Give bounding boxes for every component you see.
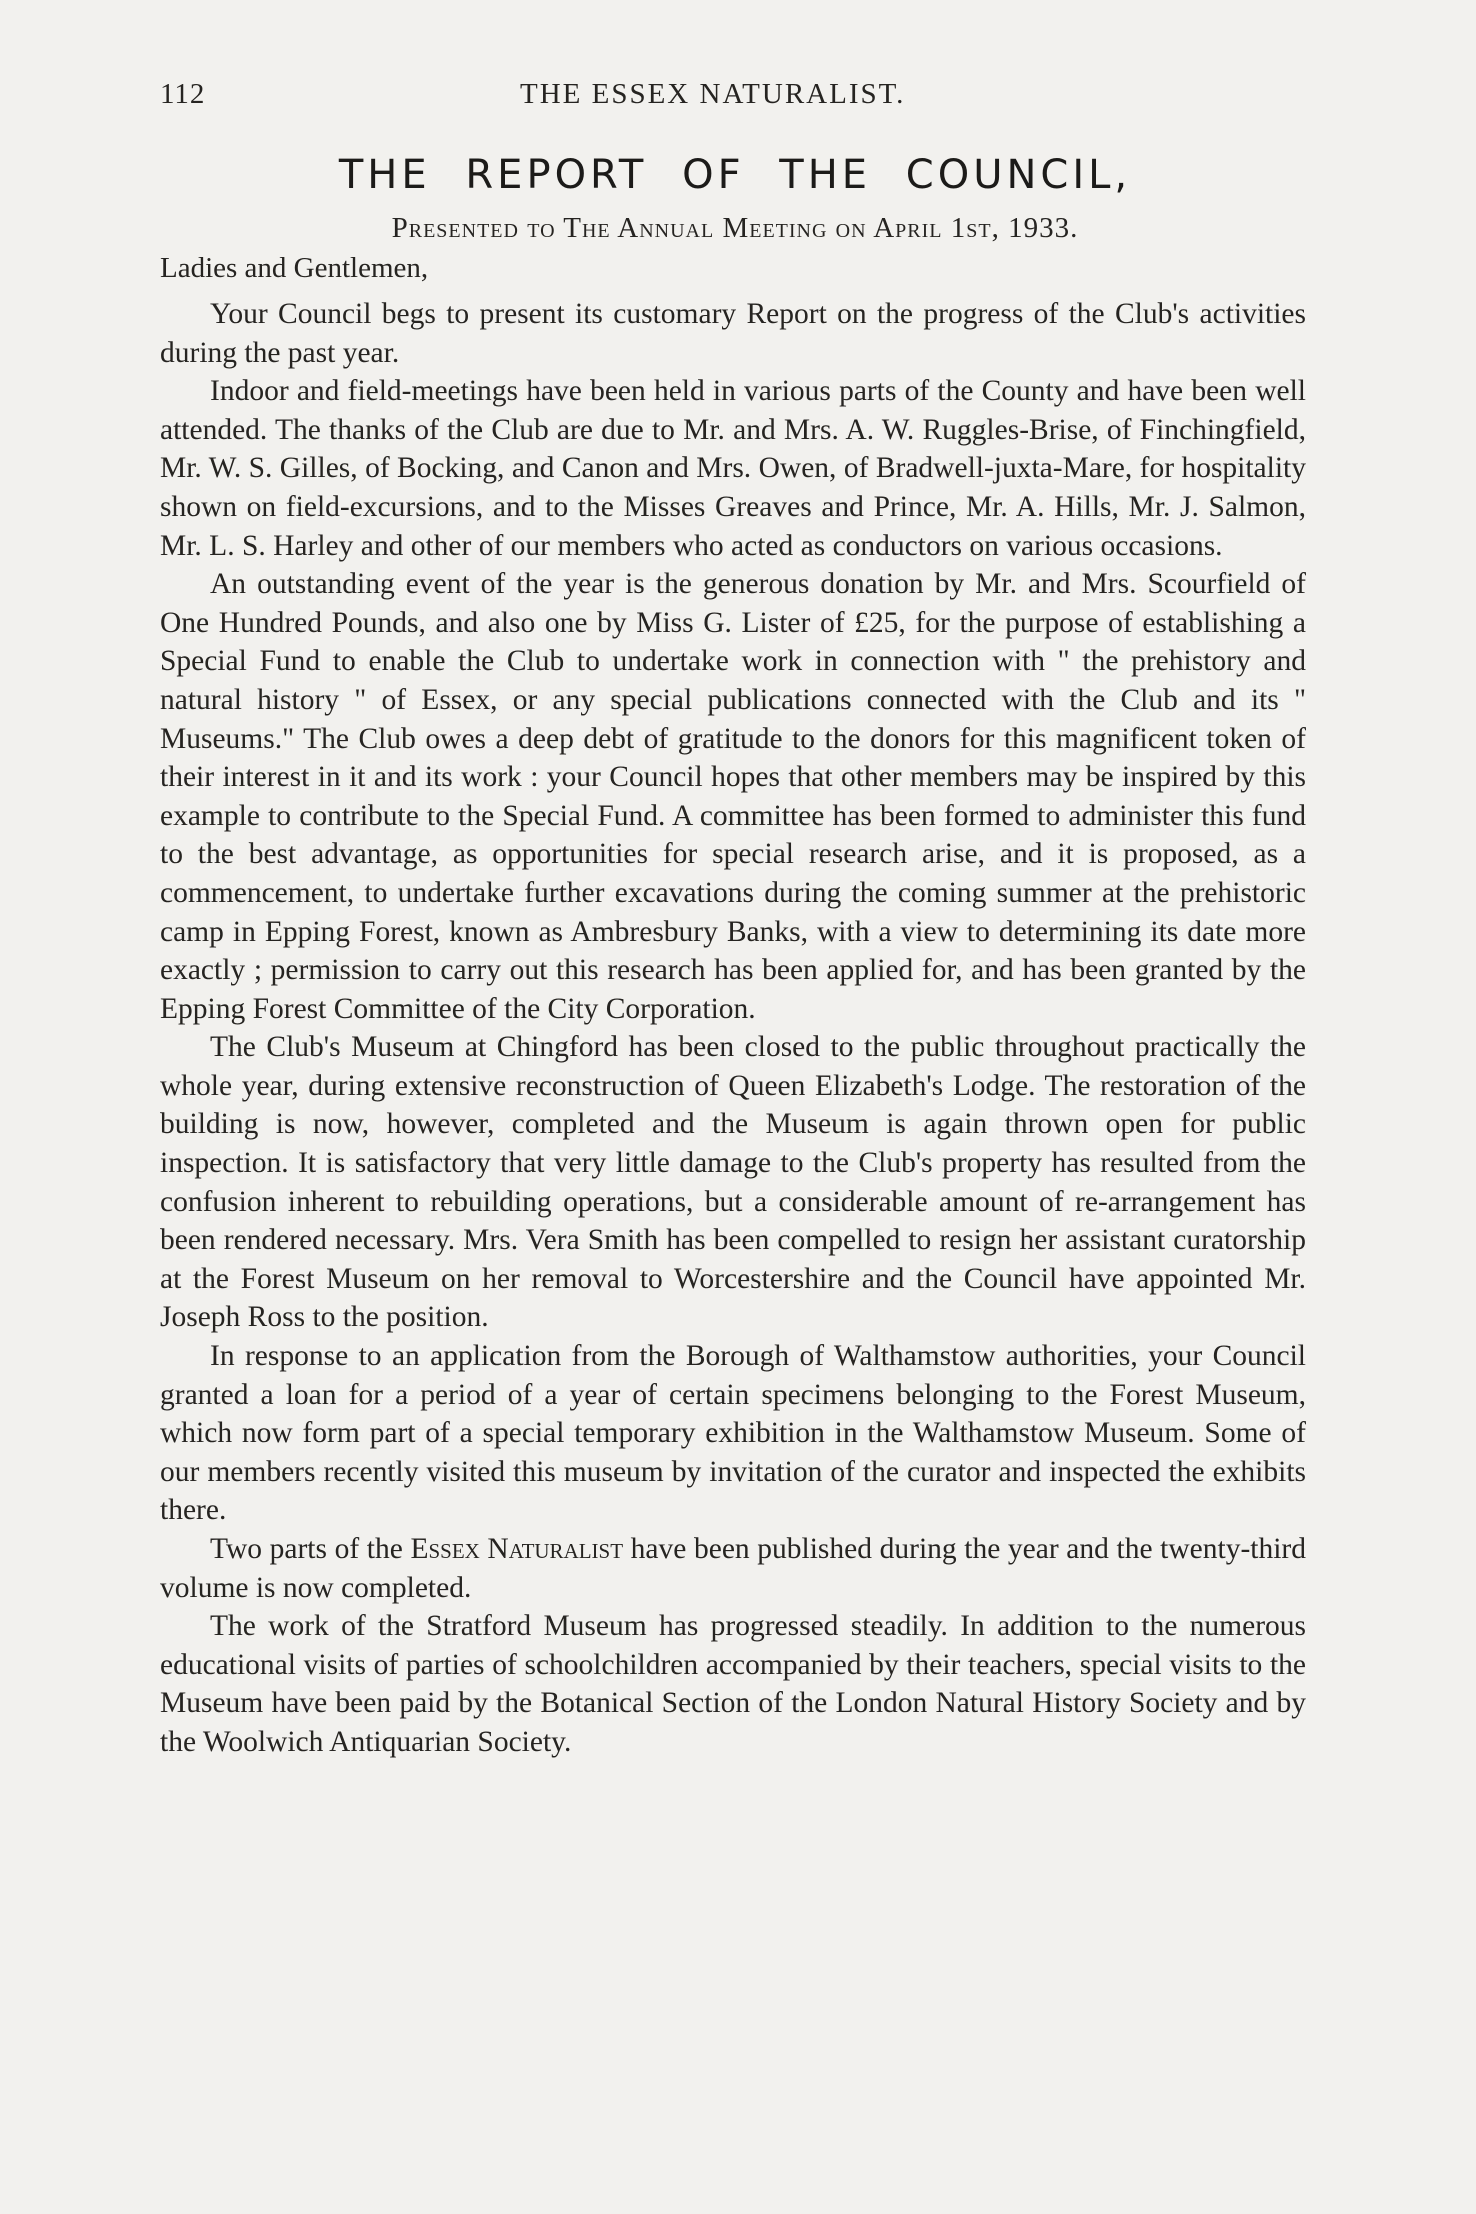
paragraph-stratford-museum: The work of the Stratford Museum has progressed steadily. In addition to the numerous educational visits of parties of schoolchildren accompanied by their teachers, special visits to the Museum have been paid by the Botanical Section of the London Natural History Society and by the Woolwich Antiquarian Society.	[160, 1610, 1306, 1758]
paragraph-publications	[160, 1530, 1306, 1607]
running-head	[160, 78, 1310, 118]
report-subtitle: Presented to The Annual Meeting on April 1st, 1933.	[391, 212, 1079, 244]
publications-text-before: Two parts of the	[210, 1533, 411, 1565]
publications-text-after: have been published during the year and the twenty-third volume is now completed.	[160, 1533, 1306, 1604]
page-number: 112	[160, 78, 206, 110]
journal-name: Essex Naturalist	[410, 1533, 624, 1565]
paragraph-special-fund: An outstanding event of the year is the generous donation by Mr. and Mrs. Scourfield of One Hundred Pounds, and also one by Miss G. Lister of £25, for the purpose of establishing a Special Fund to enable the Club to undertake work in connection with " the prehistory and natural history " of Essex, or any special publications connected with the Club and its " Museums." The Club owes a deep debt of gratitude to the donors for this magnificent token of their interest in it and its work : your Council hopes that other members may be inspired by this example to contribute to the Special Fund. A committee has been formed to administer this fund to the best advantage, as opportunities for special research arise, and it is proposed, as a commencement, to undertake further excavations during the coming summer at the prehistoric camp in Epping Forest, known as Ambresbury Banks, with a view to determining its date more exactly ; permission to carry out this research has been applied for, and has been granted by the Epping Forest Committee of the City Corporation.	[160, 568, 1306, 1025]
salutation: Ladies and Gentlemen,	[160, 252, 429, 284]
journal-title: THE ESSEX NATURALIST.	[520, 78, 906, 110]
paragraph-meetings: Indoor and field-meetings have been held in various parts of the County and have been well attended. The thanks of the Club are due to Mr. and Mrs. A. W. Ruggles-Brise, of Finchingfield, Mr. W. S. Gilles, of Bocking, and Canon and Mrs. Owen, of Bradwell-juxta-Mare, for hospitality shown on field-excursions, and to the Misses Greaves and Prince, Mr. A. Hills, Mr. J. Salmon, Mr. L. S. Harley and other of our members who acted as conductors on various occasions.	[160, 375, 1306, 562]
paragraph-walthamstow-loan: In response to an application from the Borough of Walthamstow authorities, your Council granted a loan for a period of a year of certain specimens belonging to the Forest Museum, which now form part of a special temporary exhibition in the Walthamstow Museum. Some of our members recently visited this museum by invitation of the curator and inspected the exhibits there.	[160, 1340, 1306, 1527]
paragraph-progress: Your Council begs to present its customary Report on the progress of the Club's activities during the past year.	[160, 298, 1306, 369]
report-body	[160, 295, 1306, 1762]
paragraph-chingford-museum: The Club's Museum at Chingford has been closed to the public throughout practically the whole year, during extensive reconstruction of Queen Elizabeth's Lodge. The restoration of the building is now, however, completed and the Museum is again thrown open for public inspection. It is satisfactory that very little damage to the Club's property has resulted from the confusion inherent to rebuilding operations, but a considerable amount of re-arrangement has been rendered necessary. Mrs. Vera Smith has been compelled to resign her assistant curatorship at the Forest Museum on her removal to Worcestershire and the Council have appointed Mr. Joseph Ross to the position.	[160, 1031, 1306, 1334]
report-title: THE REPORT OF THE COUNCIL,	[338, 152, 1132, 198]
